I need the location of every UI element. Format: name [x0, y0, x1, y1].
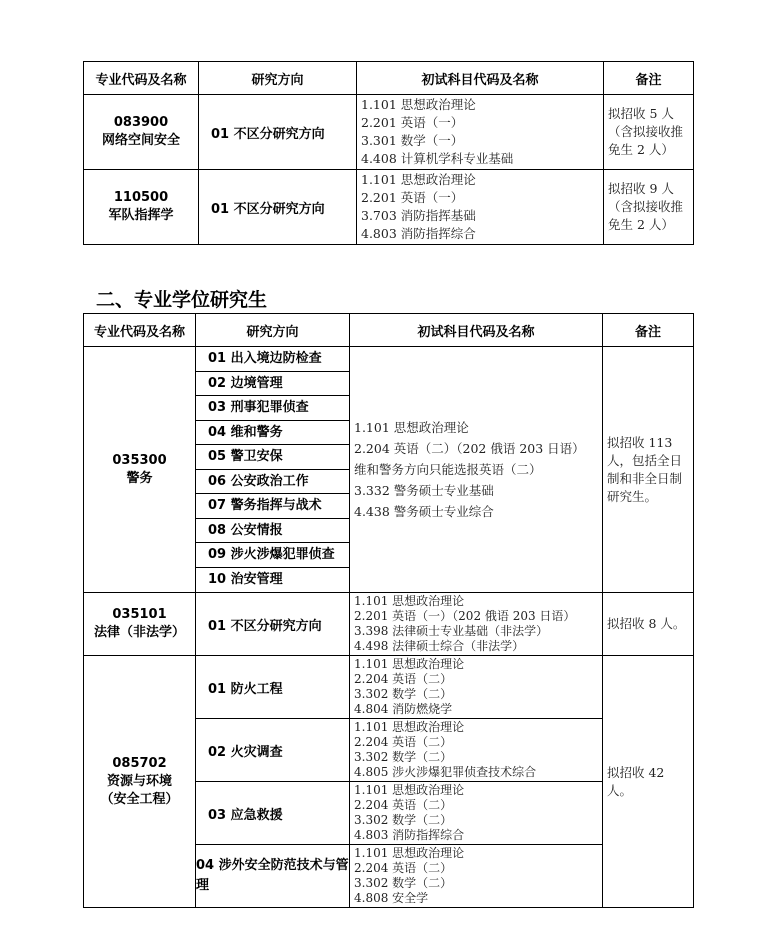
subject-line: 3.302 数学（二） [354, 687, 453, 701]
major-code: 035101 [112, 607, 167, 622]
table-row [84, 170, 694, 245]
major-code: 035300 [112, 452, 167, 468]
subject-line: 4.498 法律硕士综合（非法学） [354, 639, 525, 653]
subject-line: 3.332 警务硕士专业基础 [354, 483, 494, 498]
col-header-subjects: 初试科目代码及名称 [350, 314, 603, 347]
note-cell: 拟招收 8 人。 [603, 593, 694, 656]
subject-line: 1.101 思想政治理论 [361, 97, 476, 112]
subject-line: 2.204 英语（二） [354, 672, 453, 686]
subject-line: 1.101 思想政治理论 [354, 783, 465, 797]
subject-line: 4.803 消防指挥综合 [354, 828, 465, 842]
subject-line: 2.201 英语（一） [361, 190, 464, 205]
direction-item: 07 警务指挥与战术 [196, 494, 349, 519]
subject-line: 3.302 数学（二） [354, 813, 453, 827]
col-header-subjects: 初试科目代码及名称 [357, 62, 604, 95]
direction-item: 09 涉火涉爆犯罪侦查 [196, 543, 349, 568]
col-header-note: 备注 [604, 62, 694, 95]
major-code: 110500 [113, 190, 169, 205]
subject-line: 3.703 消防指挥基础 [361, 208, 476, 223]
table-header-row [84, 62, 694, 95]
col-header-direction: 研究方向 [196, 314, 350, 347]
direction-item: 04 维和警务 [196, 421, 349, 446]
subject-line: 4.438 警务硕士专业综合 [354, 504, 494, 519]
note-cell: 拟招收 113 人，包括全日制和非全日制研究生。 [603, 347, 694, 593]
subject-line: 1.101 思想政治理论 [354, 720, 465, 734]
table-row [84, 656, 694, 719]
subject-line: 3.301 数学（一） [361, 133, 464, 148]
professional-degree-table [83, 313, 694, 908]
note-cell: 拟招收 5 人（含拟接收推免生 2 人） [604, 95, 694, 170]
subject-line: 2.201 英语（一） [361, 115, 464, 130]
major-cell [84, 593, 196, 656]
major-cell [84, 347, 196, 593]
subject-line: 1.101 思想政治理论 [354, 846, 465, 860]
direction-item: 06 公安政治工作 [196, 470, 349, 495]
subject-line: 4.804 消防燃烧学 [354, 702, 453, 716]
major-cell [84, 95, 199, 170]
subject-line: 维和警务方向只能选报英语（二） [354, 462, 542, 477]
direction-cell: 01 不区分研究方向 [196, 593, 350, 656]
subject-line: 2.204 英语（二） [354, 798, 453, 812]
subjects-cell [350, 845, 603, 908]
direction-cell: 01 不区分研究方向 [199, 170, 357, 245]
subject-line: 4.805 涉火涉爆犯罪侦查技术综合 [354, 765, 537, 779]
table-row [84, 95, 694, 170]
subject-line: 1.101 思想政治理论 [354, 594, 465, 608]
subject-line: 2.201 英语（一）（202 俄语 203 日语） [354, 609, 576, 623]
direction-item: 10 治安管理 [208, 571, 283, 587]
major-cell [84, 170, 199, 245]
subject-line: 3.398 法律硕士专业基础（非法学） [354, 624, 549, 638]
subjects-cell [350, 593, 603, 656]
subject-line: 2.204 英语（二） [354, 861, 453, 875]
subjects-cell [350, 719, 603, 782]
direction-cell: 04 涉外安全防范技术与管理 [196, 845, 350, 908]
note-cell: 拟招收 9 人（含拟接收推免生 2 人） [604, 170, 694, 245]
direction-item: 01 出入境边防检查 [196, 347, 349, 372]
major-name: 网络空间安全 [101, 133, 180, 148]
subject-line: 4.803 消防指挥综合 [361, 226, 476, 241]
subject-line: 2.204 英语（二）（202 俄语 203 日语） [354, 441, 585, 456]
major-cell [84, 656, 196, 908]
subject-line: 3.302 数学（二） [354, 876, 453, 890]
subjects-cell [357, 95, 604, 170]
subject-line: 4.808 安全学 [354, 891, 429, 905]
col-header-note: 备注 [603, 314, 694, 347]
direction-cell: 01 防火工程 [196, 656, 350, 719]
subject-line: 4.408 计算机学科专业基础 [361, 151, 514, 166]
major-name: 资源与环境 [106, 773, 172, 789]
major-name: 法律（非法学） [93, 625, 185, 640]
note-cell: 拟招收 42 人。 [603, 656, 694, 908]
col-header-major: 专业代码及名称 [84, 314, 196, 347]
direction-item: 08 公安情报 [196, 519, 349, 544]
col-header-direction: 研究方向 [199, 62, 357, 95]
major-code: 083900 [113, 115, 169, 130]
col-header-major: 专业代码及名称 [84, 62, 199, 95]
subject-line: 3.302 数学（二） [354, 750, 453, 764]
table-header-row [84, 314, 694, 347]
direction-cell: 01 不区分研究方向 [199, 95, 357, 170]
major-code: 085702 [112, 755, 167, 771]
subjects-cell [350, 347, 603, 593]
subject-line: 2.204 英语（二） [354, 735, 453, 749]
subject-line: 1.101 思想政治理论 [354, 420, 469, 435]
direction-list [196, 347, 350, 593]
table-row [84, 347, 694, 593]
direction-cell: 03 应急救援 [196, 782, 350, 845]
subject-line: 1.101 思想政治理论 [354, 657, 465, 671]
section-title: 二、专业学位研究生 [96, 289, 268, 311]
subjects-cell [350, 782, 603, 845]
major-name: 军队指挥学 [108, 208, 174, 223]
major-name: 警务 [126, 470, 153, 486]
direction-item: 02 边境管理 [196, 372, 349, 397]
direction-item: 03 刑事犯罪侦查 [196, 396, 349, 421]
direction-item: 05 警卫安保 [196, 445, 349, 470]
academic-degree-table [83, 61, 694, 245]
subjects-cell [350, 656, 603, 719]
direction-cell: 02 火灾调查 [196, 719, 350, 782]
subject-line: 1.101 思想政治理论 [361, 172, 476, 187]
major-name-sub: （安全工程） [100, 791, 179, 807]
subjects-cell [357, 170, 604, 245]
table-row [84, 593, 694, 656]
